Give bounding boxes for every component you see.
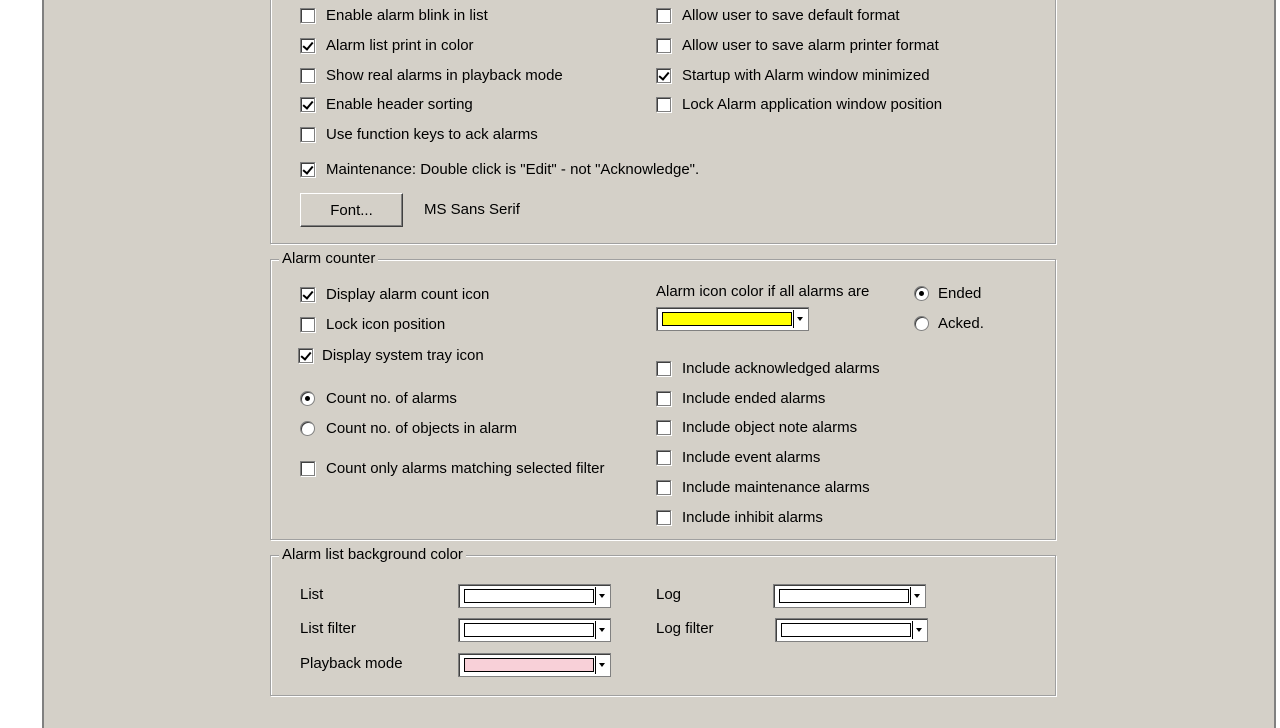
ended-radio[interactable] bbox=[914, 282, 981, 304]
lock-window-position-checkbox[interactable] bbox=[656, 93, 942, 115]
checkbox-label: Show real alarms in playback mode bbox=[326, 66, 563, 84]
print-in-color-checkbox[interactable] bbox=[300, 34, 474, 56]
list-color-combo[interactable] bbox=[458, 584, 611, 608]
include-acknowledged-checkbox[interactable] bbox=[656, 357, 880, 379]
checkbox-box bbox=[656, 450, 671, 465]
list-filter-color-combo[interactable] bbox=[458, 618, 611, 642]
checkbox-label: Include inhibit alarms bbox=[682, 508, 823, 526]
log-filter-color-label: Log filter bbox=[656, 620, 714, 637]
checkbox-box bbox=[656, 510, 671, 525]
checkbox-box bbox=[300, 38, 315, 53]
maintenance-double-click-checkbox[interactable] bbox=[300, 158, 699, 180]
checkbox-label: Display system tray icon bbox=[322, 346, 484, 364]
include-ended-checkbox[interactable] bbox=[656, 387, 825, 409]
include-event-checkbox[interactable] bbox=[656, 446, 820, 468]
font-name-label: MS Sans Serif bbox=[424, 201, 520, 218]
dropdown-arrow-icon[interactable] bbox=[595, 621, 608, 639]
checkbox-box bbox=[656, 38, 671, 53]
show-real-alarms-checkbox[interactable] bbox=[300, 64, 563, 86]
checkbox-box bbox=[298, 348, 313, 363]
color-swatch bbox=[779, 589, 909, 603]
checkbox-label: Include ended alarms bbox=[682, 389, 826, 407]
color-swatch bbox=[464, 623, 594, 637]
radio-circle bbox=[300, 391, 315, 406]
color-swatch bbox=[464, 589, 594, 603]
checkbox-label: Include acknowledged alarms bbox=[682, 359, 880, 377]
icon-color-label: Alarm icon color if all alarms are bbox=[656, 283, 870, 300]
dropdown-arrow-icon[interactable] bbox=[793, 310, 806, 328]
checkbox-label: Include maintenance alarms bbox=[682, 478, 870, 496]
list-filter-color-label: List filter bbox=[300, 620, 356, 637]
checkbox-box bbox=[300, 97, 315, 112]
checkbox-label: Enable alarm blink in list bbox=[326, 6, 488, 24]
color-swatch bbox=[781, 623, 911, 637]
checkbox-label: Lock Alarm application window position bbox=[682, 95, 943, 113]
acked-radio[interactable] bbox=[914, 312, 984, 334]
color-swatch bbox=[662, 312, 792, 326]
startup-minimized-checkbox[interactable] bbox=[656, 64, 930, 86]
checkbox-box bbox=[656, 68, 671, 83]
function-keys-checkbox[interactable] bbox=[300, 123, 538, 145]
radio-circle bbox=[914, 286, 929, 301]
icon-color-combo[interactable] bbox=[656, 307, 809, 331]
checkbox-label: Maintenance: Double click is "Edit" - not "Acknowledge". bbox=[326, 160, 700, 178]
checkbox-label: Use function keys to ack alarms bbox=[326, 125, 538, 143]
font-button[interactable]: Font... bbox=[300, 193, 403, 227]
enable-blink-checkbox[interactable] bbox=[300, 4, 488, 26]
checkbox-box bbox=[656, 480, 671, 495]
checkbox-label: Alarm list print in color bbox=[326, 36, 474, 54]
checkbox-label: Startup with Alarm window minimized bbox=[682, 66, 930, 84]
log-filter-color-combo[interactable] bbox=[775, 618, 928, 642]
count-alarms-radio[interactable] bbox=[300, 387, 457, 409]
display-tray-icon-checkbox[interactable] bbox=[298, 344, 484, 366]
checkbox-box bbox=[300, 127, 315, 142]
checkbox-label: Display alarm count icon bbox=[326, 285, 490, 303]
lock-icon-position-checkbox[interactable] bbox=[300, 313, 445, 335]
checkbox-label: Allow user to save alarm printer format bbox=[682, 36, 939, 54]
checkbox-box bbox=[656, 361, 671, 376]
dropdown-arrow-icon[interactable] bbox=[595, 587, 608, 605]
radio-label: Count no. of objects in alarm bbox=[326, 419, 517, 437]
playback-color-label: Playback mode bbox=[300, 655, 403, 672]
checkbox-box bbox=[656, 420, 671, 435]
dropdown-arrow-icon[interactable] bbox=[912, 621, 925, 639]
list-color-label: List bbox=[300, 586, 324, 603]
background-color-title: Alarm list background color bbox=[279, 546, 466, 564]
radio-circle bbox=[300, 421, 315, 436]
checkbox-box bbox=[656, 8, 671, 23]
checkbox-label: Allow user to save default format bbox=[682, 6, 900, 24]
alarm-options-dialog bbox=[42, 0, 1276, 728]
save-default-format-checkbox[interactable] bbox=[656, 4, 900, 26]
checkbox-box bbox=[656, 97, 671, 112]
log-color-combo[interactable] bbox=[773, 584, 926, 608]
count-objects-radio[interactable] bbox=[300, 417, 517, 439]
radio-label: Acked. bbox=[938, 314, 984, 332]
color-swatch bbox=[464, 658, 594, 672]
save-printer-format-checkbox[interactable] bbox=[656, 34, 939, 56]
dropdown-arrow-icon[interactable] bbox=[595, 656, 608, 674]
checkbox-label: Enable header sorting bbox=[326, 95, 473, 113]
include-inhibit-checkbox[interactable] bbox=[656, 506, 823, 528]
checkbox-label: Include event alarms bbox=[682, 448, 821, 466]
count-filter-checkbox[interactable] bbox=[300, 457, 604, 479]
checkbox-box bbox=[656, 391, 671, 406]
header-sorting-checkbox[interactable] bbox=[300, 93, 473, 115]
playback-color-combo[interactable] bbox=[458, 653, 611, 677]
checkbox-box bbox=[300, 317, 315, 332]
radio-label: Ended bbox=[938, 284, 982, 302]
alarm-counter-title: Alarm counter bbox=[279, 250, 378, 268]
include-maintenance-checkbox[interactable] bbox=[656, 476, 870, 498]
radio-label: Count no. of alarms bbox=[326, 389, 457, 407]
display-count-icon-checkbox[interactable] bbox=[300, 283, 489, 305]
checkbox-box bbox=[300, 461, 315, 476]
checkbox-label: Count only alarms matching selected filter bbox=[326, 459, 605, 477]
checkbox-box bbox=[300, 8, 315, 23]
dropdown-arrow-icon[interactable] bbox=[910, 587, 923, 605]
checkbox-box bbox=[300, 162, 315, 177]
checkbox-box bbox=[300, 287, 315, 302]
checkbox-label: Include object note alarms bbox=[682, 418, 858, 436]
checkbox-box bbox=[300, 68, 315, 83]
radio-circle bbox=[914, 316, 929, 331]
checkbox-label: Lock icon position bbox=[326, 315, 446, 333]
include-object-note-checkbox[interactable] bbox=[656, 416, 857, 438]
log-color-label: Log bbox=[656, 586, 682, 603]
